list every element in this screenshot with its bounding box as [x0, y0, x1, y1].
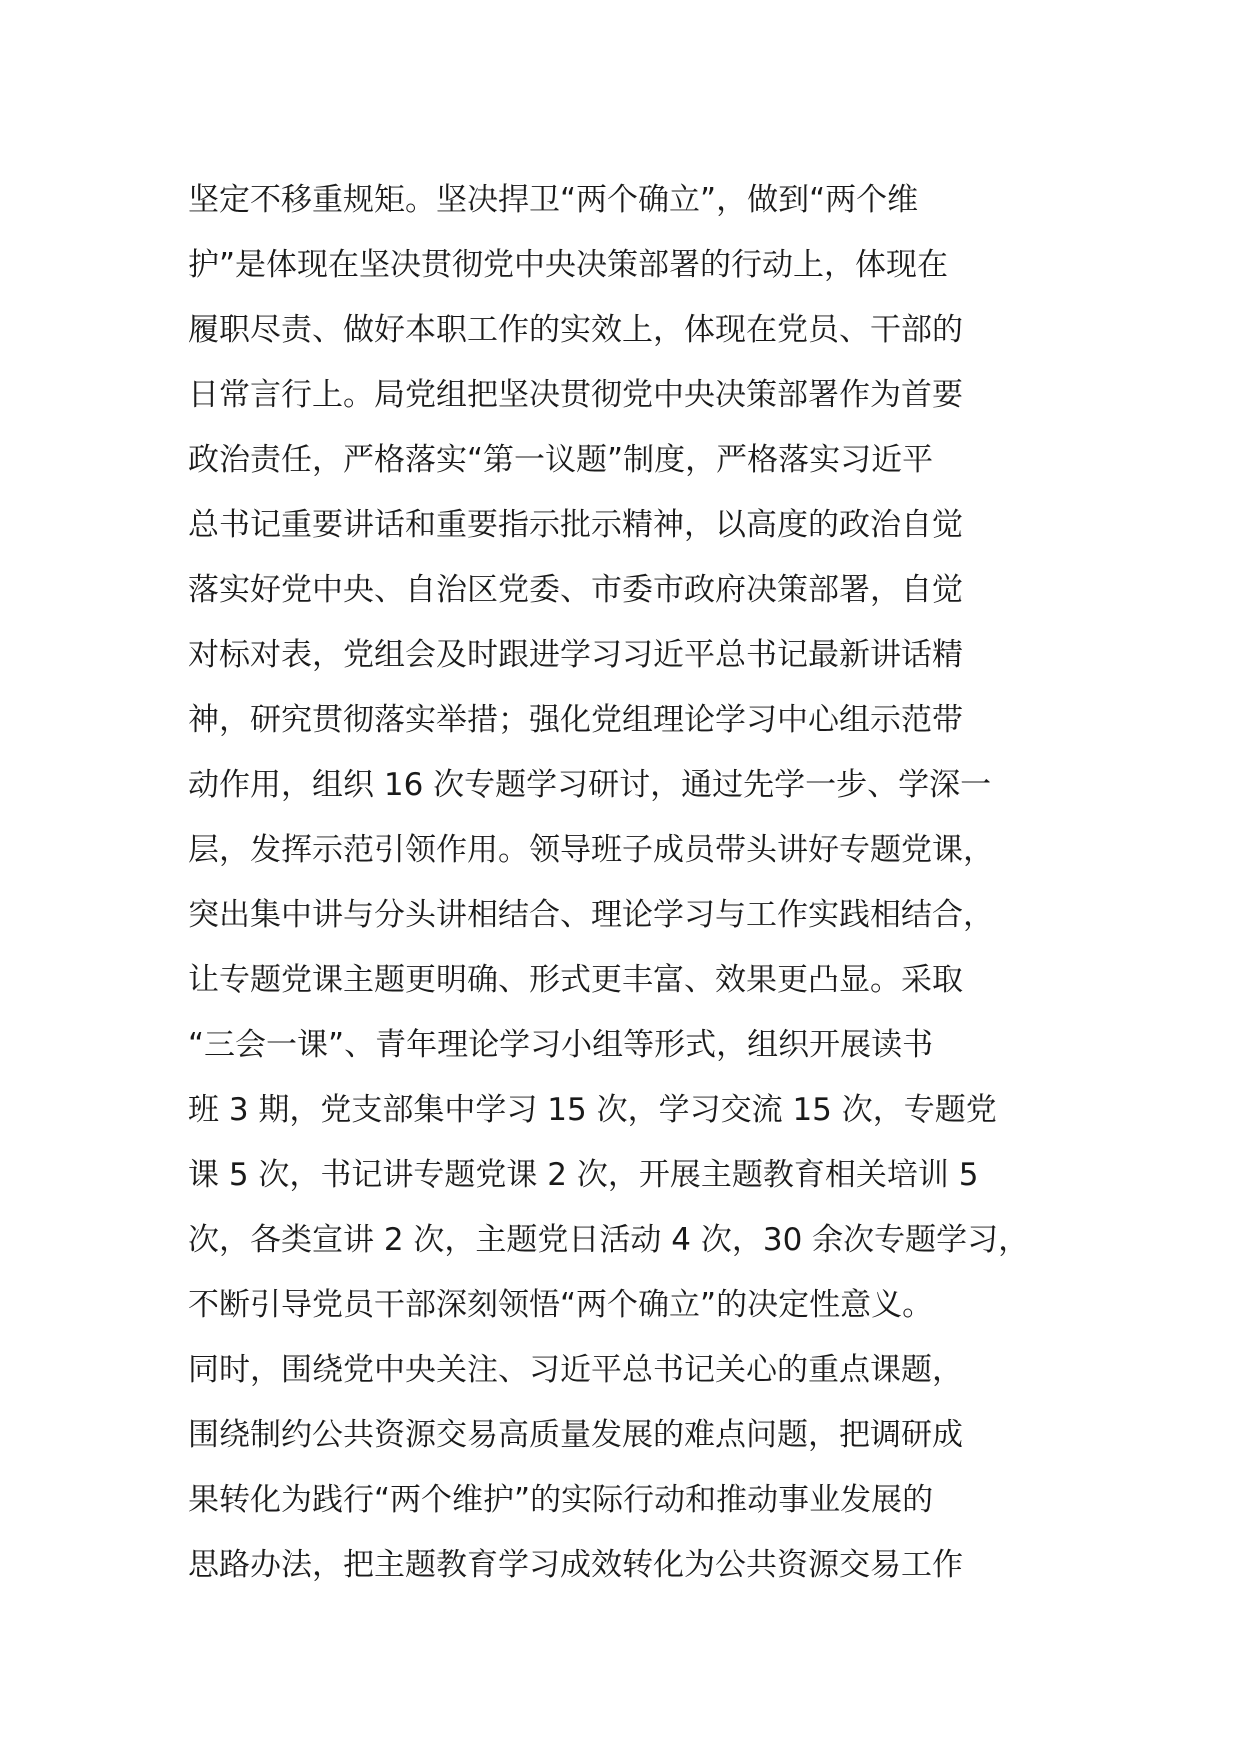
text-line: 动作用，组织 16 次专题学习研讨，通过先学一步、学深一 [188, 767, 992, 803]
text-line: 坚定不移重规矩。坚决捍卫“两个确立”，做到“两个维 [188, 182, 919, 218]
text-line: 政治责任，严格落实“第一议题”制度，严格落实习近平 [188, 442, 934, 478]
text-line: 神，研究贯彻落实举措；强化党组理论学习中心组示范带 [188, 702, 963, 738]
text-line: 日常言行上。局党组把坚决贯彻党中央决策部署作为首要 [188, 377, 963, 413]
text-line: 不断引导党员干部深刻领悟“两个确立”的决定性意义。 [188, 1287, 934, 1323]
text-line: “三会一课”、青年理论学习小组等形式，组织开展读书 [188, 1027, 934, 1063]
text-line: 班 3 期，党支部集中学习 15 次，学习交流 15 次，专题党 [188, 1092, 997, 1128]
text-line: 护”是体现在坚决贯彻党中央决策部署的行动上，体现在 [188, 247, 949, 283]
text-line: 课 5 次，书记讲专题党课 2 次，开展主题教育相关培训 5 [188, 1157, 979, 1193]
text-line: 让专题党课主题更明确、形式更丰富、效果更凸显。采取 [188, 962, 963, 998]
text-line: 对标对表，党组会及时跟进学习习近平总书记最新讲话精 [188, 637, 963, 673]
text-line: 果转化为践行“两个维护”的实际行动和推动事业发展的 [188, 1482, 934, 1518]
text-line: 思路办法，把主题教育学习成效转化为公共资源交易工作 [188, 1547, 963, 1583]
text-line: 总书记重要讲话和重要指示批示精神，以高度的政治自觉 [188, 507, 963, 543]
text-line: 突出集中讲与分头讲相结合、理论学习与工作实践相结合， [188, 897, 994, 933]
body-paragraph [188, 168, 1088, 1598]
text-line: 围绕制约公共资源交易高质量发展的难点问题，把调研成 [188, 1417, 963, 1453]
text-line: 落实好党中央、自治区党委、市委市政府决策部署，自觉 [188, 572, 963, 608]
text-line: 次，各类宣讲 2 次，主题党日活动 4 次，30 余次专题学习， [188, 1222, 1030, 1258]
text-line: 同时，围绕党中央关注、习近平总书记关心的重点课题， [188, 1352, 963, 1388]
text-line: 层，发挥示范引领作用。领导班子成员带头讲好专题党课， [188, 832, 994, 868]
text-line: 履职尽责、做好本职工作的实效上，体现在党员、干部的 [188, 312, 963, 348]
